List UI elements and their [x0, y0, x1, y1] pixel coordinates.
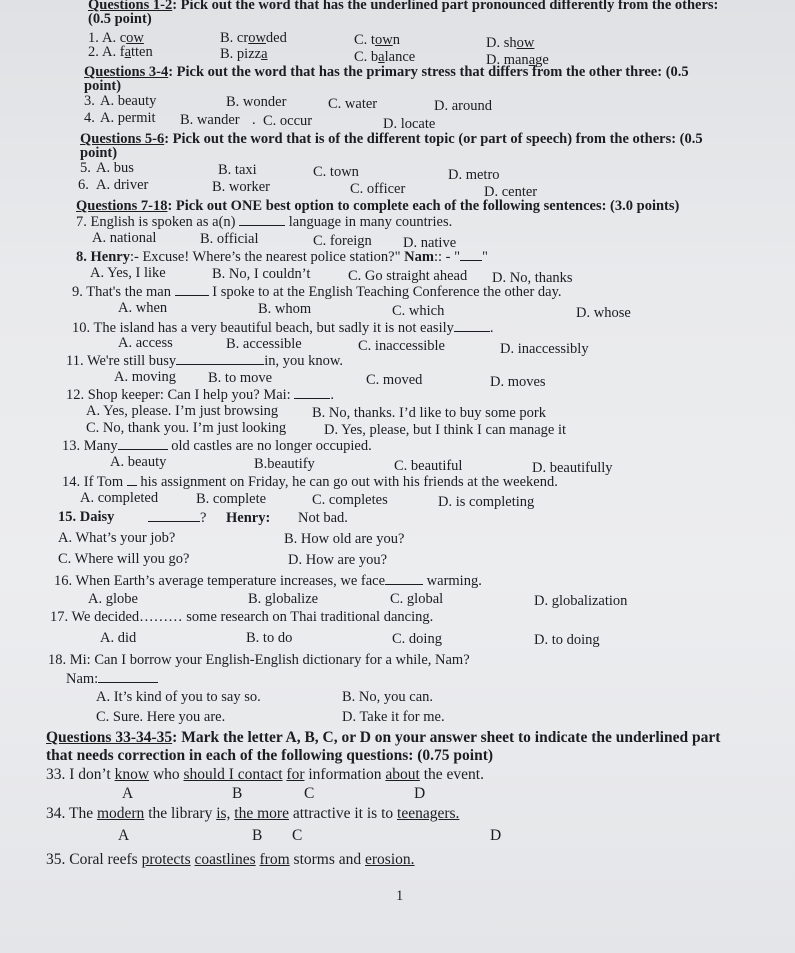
q16-option-b: B. globalize [248, 591, 319, 607]
q14-stem: 14. If Tom his assignment on Friday, he can go out with his friends at the weekend. [62, 474, 558, 490]
q10-option-b: B. accessible [226, 336, 302, 352]
q2-option-b: B. pizza [220, 46, 268, 62]
q1-option-a: A. cow [102, 30, 144, 46]
q16-option-a: A. globe [88, 591, 138, 607]
q12-option-a: A. Yes, please. I’m just browsing [86, 403, 279, 419]
q16-option-c: C. global [390, 591, 444, 607]
q1-option-b: B. crowded [220, 30, 287, 46]
q3-option-d: D. around [434, 98, 492, 114]
q17-option-a: A. did [100, 630, 137, 646]
q16-option-d: D. globalization [534, 593, 628, 609]
q2-option-d: D. manage [486, 52, 549, 68]
q17-option-c: C. doing [392, 631, 442, 647]
q1-number: 1. [88, 30, 99, 46]
q34-letter-d: D [490, 827, 502, 844]
q14-option-c: C. completes [312, 492, 388, 508]
q7-option-d: D. native [403, 235, 457, 251]
q18-option-a: A. It’s kind of you to say so. [96, 689, 261, 705]
q9-option-c: C. which [392, 303, 445, 319]
q34-letter-c: C [292, 827, 303, 844]
q33-sentence: 33. I don’t know who should I contact for information about the event. [46, 766, 484, 783]
q5-option-d: D. metro [448, 167, 500, 183]
section-33-35-heading: Questions 33-34-35: Mark the letter A, B, C, or D on your answer sheet to indicate the underlined part [46, 729, 721, 746]
q2-number: 2. [88, 44, 99, 60]
q8-option-c: C. Go straight ahead [348, 268, 468, 284]
q4-separator: . [252, 112, 256, 128]
q33-letter-b: B [232, 785, 243, 802]
q12-stem: 12. Shop keeper: Can I help you? Mai: . [66, 387, 334, 403]
q5-option-c: C. town [313, 164, 359, 180]
q34-letter-b: B [252, 827, 263, 844]
q11-option-c: C. moved [366, 372, 423, 388]
q11-stem: 11. We're still busy in, you know. [66, 353, 343, 369]
q8-option-d: D. No, thanks [492, 270, 573, 286]
q6-option-b: B. worker [212, 179, 270, 195]
q14-option-a: A. completed [80, 490, 159, 506]
q9-option-b: B. whom [258, 301, 312, 317]
q18-stem: 18. Mi: Can I borrow your English-English dictionary for a while, Nam? [48, 652, 470, 668]
q34-sentence: 34. The modern the library is, the more attractive it is to teenagers. [46, 805, 460, 822]
q7-option-c: C. foreign [313, 233, 372, 249]
q4-option-d: D. locate [383, 116, 436, 132]
q5-option-a: A. bus [96, 160, 134, 176]
q12-option-d: D. Yes, please, but I think I can manage it [324, 422, 567, 438]
page-number: 1 [396, 888, 404, 904]
q3-number: 3. [84, 93, 95, 109]
q7-option-a: A. national [92, 230, 157, 246]
section-points: (0.5 point) [88, 11, 152, 27]
q7-stem: 7. English is spoken as a(n) language in many countries. [76, 214, 453, 230]
q15-option-a: A. What’s your job? [58, 530, 176, 546]
q6-number: 6. [78, 177, 89, 193]
q33-letter-c: C [304, 785, 315, 802]
q17-option-d: D. to doing [534, 632, 600, 648]
section-points: point) [80, 145, 118, 161]
section-instruction: : Pick out the word that has the underlined part pronounced differently from the others: [172, 0, 719, 13]
section-33-35-instruction: that needs correction in each of the following questions: (0.75 point) [46, 747, 494, 764]
q11-option-a: A. moving [114, 369, 177, 385]
section-points: point) [84, 78, 122, 94]
q8-option-b: B. No, I couldn’t [212, 266, 311, 282]
q15-option-d: D. How are you? [288, 552, 388, 568]
q14-option-d: D. is completing [438, 494, 535, 510]
section-label: Questions 1-2 [88, 0, 173, 13]
q6-option-c: C. officer [350, 181, 406, 197]
q13-option-a: A. beauty [110, 454, 167, 470]
q4-option-b: B. wander [180, 112, 240, 128]
q15-reply: Not bad. [298, 510, 348, 526]
q9-option-a: A. when [118, 300, 168, 316]
q1-option-d: D. show [486, 35, 535, 51]
q33-letter-d: D [414, 785, 426, 802]
q11-option-d: D. moves [490, 374, 546, 390]
q18-option-b: B. No, you can. [342, 689, 434, 705]
q9-option-d: D. whose [576, 305, 631, 321]
q15-speaker: Henry: [226, 510, 271, 526]
q15-option-b: B. How old are you? [284, 531, 405, 547]
q9-stem: 9. That's the man I spoke to at the English Teaching Conference the other day. [72, 284, 562, 300]
q14-option-b: B. complete [196, 491, 267, 507]
q12-option-b: B. No, thanks. I’d like to buy some pork [312, 405, 546, 421]
q10-option-a: A. access [118, 335, 173, 351]
q6-option-d: D. center [484, 184, 538, 200]
q2-option-c: C. balance [354, 49, 416, 65]
q4-option-a: A. permit [100, 110, 156, 126]
q2-option-a: A. fatten [102, 44, 153, 60]
q3-option-c: C. water [328, 96, 378, 112]
q15-stem: 15. Daisy [58, 509, 115, 525]
q8-option-a: A. Yes, I like [90, 265, 166, 281]
q13-option-c: C. beautiful [394, 458, 463, 474]
q11-option-b: B. to move [208, 370, 273, 386]
q13-option-b: B.beautify [254, 456, 315, 472]
q8-stem: 8. Henry:- Excuse! Where’s the nearest police station?" Nam:: - " " [76, 249, 488, 265]
q15-option-c: C. Where will you go? [58, 551, 190, 567]
q6-option-a: A. driver [96, 177, 149, 193]
q17-option-b: B. to do [246, 630, 293, 646]
q17-stem: 17. We decided……… some research on Thai traditional dancing. [50, 609, 434, 625]
q10-option-c: C. inaccessible [358, 338, 445, 354]
section-3-4-heading: Questions 3-4: Pick out the word that has the primary stress that differs from the other three: (0.5 [84, 64, 689, 80]
q1-option-c: C. town [354, 32, 400, 48]
q4-option-c: C. occur [263, 113, 313, 129]
q13-stem: 13. Many old castles are no longer occupied. [62, 438, 372, 454]
q18-nam: Nam: [66, 670, 158, 687]
section-5-6-heading: Questions 5-6: Pick out the word that is of the different topic (or part of speech) from the others: (0.5 [80, 131, 703, 147]
q3-option-b: B. wonder [226, 94, 287, 110]
q10-option-d: D. inaccessibly [500, 341, 589, 357]
q18-option-d: D. Take it for me. [342, 709, 445, 725]
q12-option-c: C. No, thank you. I’m just looking [86, 420, 287, 436]
q18-option-c: C. Sure. Here you are. [96, 709, 226, 725]
section-1-2-heading [88, 0, 718, 13]
section-7-18-heading: Questions 7-18: Pick out ONE best option to complete each of the following sentences: (3.0 points) [76, 198, 680, 214]
q5-option-b: B. taxi [218, 162, 257, 178]
q7-option-b: B. official [200, 231, 259, 247]
q16-stem: 16. When Earth’s average temperature increases, we face warming. [54, 573, 482, 589]
q33-letter-a: A [122, 785, 134, 802]
q10-stem: 10. The island has a very beautiful beach, but sadly it is not easily . [72, 320, 494, 336]
q5-number: 5. [80, 160, 91, 176]
q3-option-a: A. beauty [100, 93, 157, 109]
q35-sentence: 35. Coral reefs protects coastlines from storms and erosion. [46, 851, 415, 868]
q4-number: 4. [84, 110, 95, 126]
q15-blank: ? [148, 509, 206, 526]
q13-option-d: D. beautifully [532, 460, 613, 476]
q34-letter-a: A [118, 827, 130, 844]
